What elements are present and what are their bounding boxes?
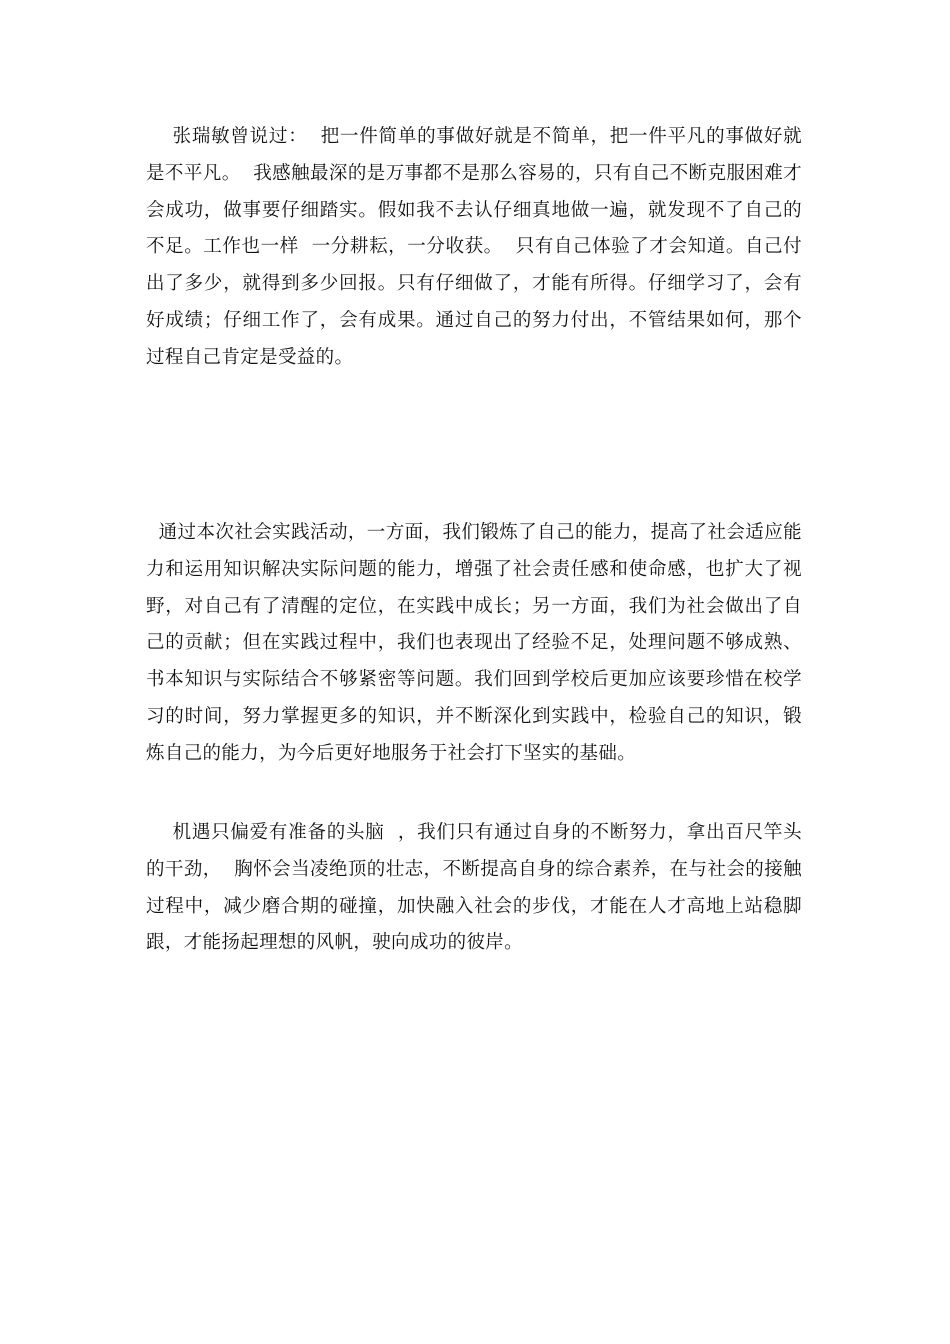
paragraph-reflection: 张瑞敏曾说过： 把一件简单的事做好就是不简单，把一件平凡的事做好就是不平凡。 我感触最深的是万事都不是那么容易的，只有自己不断克服困难才会成功，做事要仔细踏实。假如我不去认仔细真地做一遍，就发现不了自己的不足。工作也一样 一分耕耘，一分收获。 只有自己体验了才会知道。自己付出了多少，就得到多少回报。只有仔细做了，才能有所得。仔细学习了，会有好成绩；仔细工作了，会有成果。通过自己的努力付出，不管结果如何，那个过程自己肯定是受益的。 — [146, 126, 802, 368]
paragraph-practice-summary: 通过本次社会实践活动，一方面，我们锻炼了自己的能力，提高了社会适应能力和运用知识解决实际问题的能力，增强了社会责任感和使命感，也扩大了视野，对自己有了清醒的定位，在实践中成长；另一方面，我们为社会做出了自己的贡献；但在实践过程中，我们也表现出了经验不足，处理问题不够成熟、书本知识与实际结合不够紧密等问题。我们回到学校后更加应该要珍惜在校学习的时间，努力掌握更多的知识，并不断深化到实践中，检验自己的知识，锻炼自己的能力，为今后更好地服务于社会打下坚实的基础。 — [146, 522, 803, 764]
paragraph-conclusion: 机遇只偏爱有准备的头脑 ，我们只有通过自身的不断努力，拿出百尺竿头的干劲， 胸怀会当凌绝顶的壮志，不断提高自身的综合素养，在与社会的接触过程中，减少磨合期的碰撞，加快融入社会的步伐，才能在人才高地上站稳脚跟，才能扬起理想的风帆，驶向成功的彼岸。 — [146, 822, 802, 954]
